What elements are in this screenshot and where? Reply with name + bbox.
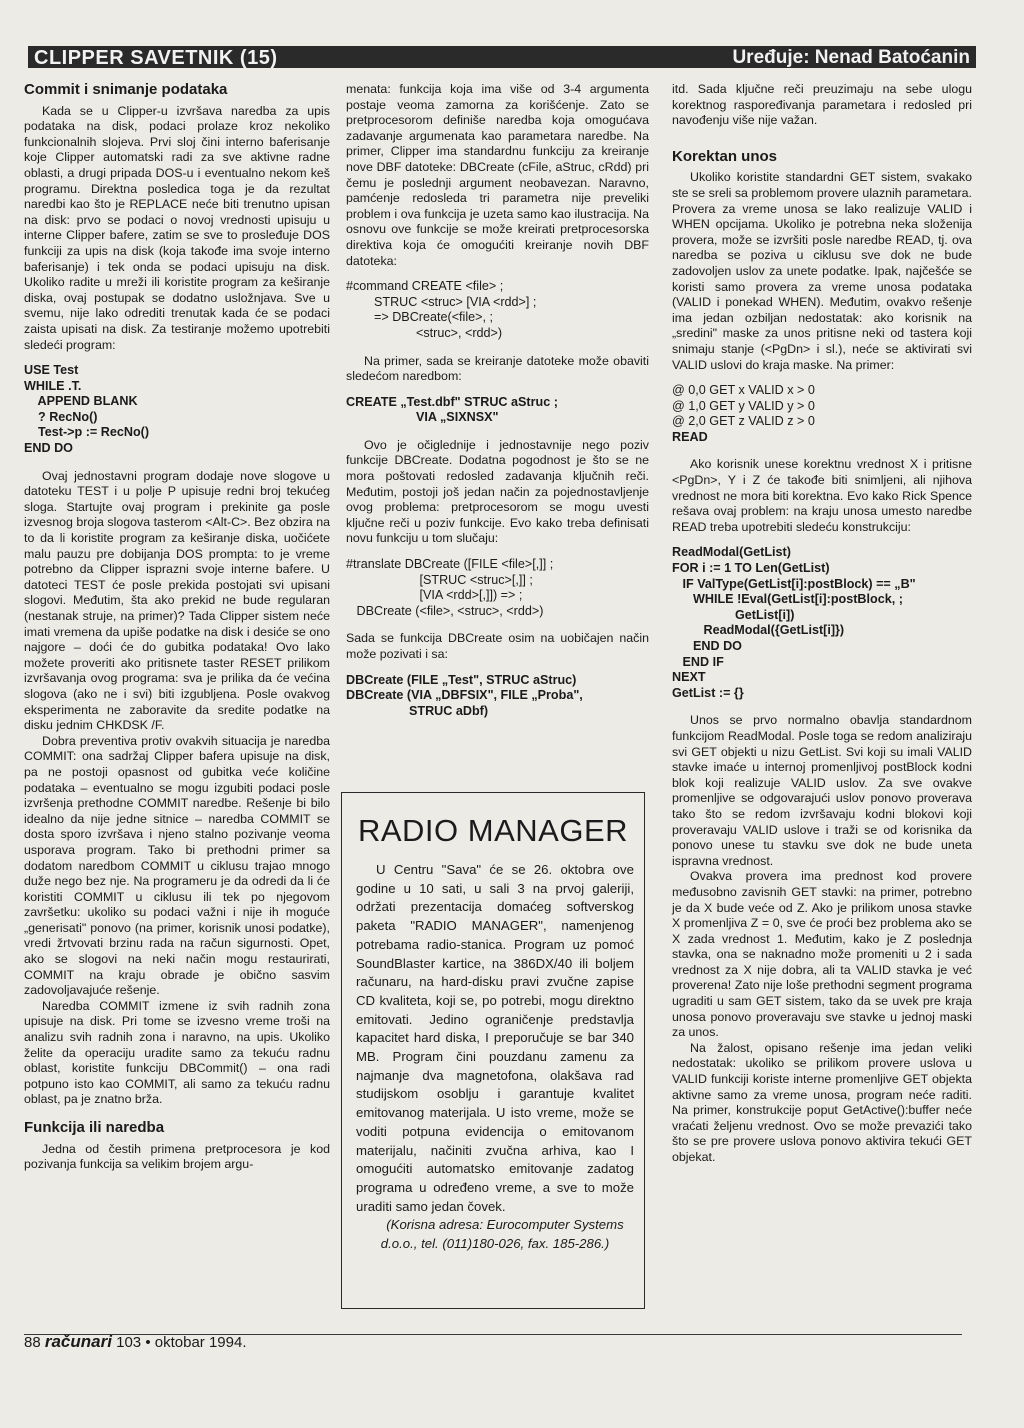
page-number: 88	[24, 1334, 41, 1351]
code-line: @ 1,0 GET y VALID y > 0	[672, 398, 815, 413]
code-line: FOR i := 1 TO Len(GetList)	[672, 561, 830, 576]
code-line: READ	[672, 429, 708, 444]
paragraph: U Centru "Sava" će se 26. oktobra ove godine u 10 sati, u sali 3 na prvoj galeriji, održati prezentacija domaćeg softverskog paketa "RADIO MANAGER", namenjenog potrebama radio-stanica. Program uz pomoć SoundBlaster kartice, na 386DX/40 ili boljem računaru, na hard-disku pravi zvučne zapise CD kvaliteta, koji se, po potrebi, mogu direktno emitovati. Jedino ograničenje predstavlja kapacitet hard diska, I preporučuje se bar 340 MB. Program čini pouzdanu zamenu za najmanje dva magnetofona, olakšava rad studijskom osoblju i garantuje kvalitet emitovanog materijala. U isto vreme, može se voditi potpuna evidencija o emitovanom materijalu, načiniti zvučna arhiva, kao I omogućiti automatsko emitovanje zadatog programa u određeno vreme, a sve to može uraditi samo jedan čovek.	[356, 862, 634, 1214]
code-line: #command CREATE <file> ;	[346, 279, 504, 294]
box-title: RADIO MANAGER	[357, 813, 629, 848]
code-block-dbcreate	[346, 673, 649, 720]
section-heading-funkcija: Funkcija ili naredba	[24, 1119, 165, 1136]
issue-number: 103	[116, 1334, 142, 1351]
paragraph: Ukoliko koristite standardni GET sistem, svakako ste se sreli sa problemom provere ulaznih parametara. Provera za vreme unosa se lako realizuje VALID i WHEN opcijama. Ukoliko je potrebna neka složenija provera, može se izvršiti posle naredbe READ, tj. ova naredba se poziva u ciklusu sve dok ne bude zadovoljen uslov za unete podatke. Ipak, najčešće se koristi samo provera za vreme unosa podataka (VALID i ponekad WHEN). Međutim, ovakvo rešenje ima jedan ozbiljan nedostatak: ako korisnik na „sredini" maske za unos pritisne neki od tastera koji snimaju stanje (<PgDn> i sl.), neće se aktivirati svi VALID uslovi do kraja maske. Na primer:	[672, 170, 972, 372]
code-line: USE Test	[24, 363, 79, 378]
code-line: WHILE .T.	[24, 378, 82, 393]
section-heading-korektan-unos: Korektan unos	[672, 147, 778, 165]
code-block-get	[672, 383, 972, 445]
box-body	[356, 861, 634, 1254]
code-block-translate	[346, 557, 649, 619]
issue-date: oktobar 1994.	[154, 1334, 247, 1351]
code-line: DBCreate (VIA „DBFSIX", FILE „Proba",	[346, 688, 583, 703]
code-line: @ 0,0 GET x VALID x > 0	[672, 383, 815, 398]
code-line: [VIA <rdd>[,]]) => ;	[346, 588, 523, 603]
code-block-command	[346, 279, 649, 341]
contact-address: (Korisna adresa: Eurocomputer Systems d.o.o., tel. (011)180-026, fax. 185-286.)	[380, 1217, 624, 1252]
code-line: CREATE „Test.dbf" STRUC aStruc ;	[346, 394, 558, 409]
code-line: NEXT	[672, 670, 706, 685]
code-line: ? RecNo()	[24, 409, 98, 424]
code-line: ReadModal({GetList[i]})	[672, 623, 845, 638]
column-2	[346, 82, 649, 731]
paragraph: Ovo je očiglednije i jednostavnije nego poziv funkcije DBCreate. Dodatna pogodnost je što se ne mora poštovati redosled zadavanja ključnih reči. Međutim, postoji još jedan način za pojednostavljenje ovog problema: pretprocesorom se mogu uvesti ključne reči u poziv funkcije. Evo kako treba definisati novu funkciju u tom slučaju:	[346, 437, 649, 546]
paragraph: Ako korisnik unese korektnu vrednost X i pritisne <PgDn>, Y i Z će takođe biti snimljeni, ali njihova vrednost ne mora biti korektna. Evo kako Rick Spence rešava ovaj problem: na kraju unosa umesto naredbe READ treba upotrebiti sledeću konstrukciju:	[672, 457, 972, 534]
paragraph: menata: funkcija koja ima više od 3-4 argumenta postaje veoma zamorna za korišćenje. Zato se pretprocesorom definiše naredba koja omogućava zadavanje argumenata kao parametara naredbe. Na primer, Clipper ima standardnu funkciju za kreiranje nove DBF datoteke: DBCreate (cFile, aStruc, cRdd) pri čemu je poslednji argument neobavezan. Naravno, pamćenje redosleda tri parametra nije preveliki problem i ova funkcija je uzeta samo kao ilustracija. Na osnovu ove funkcije se može kreirati pretprocesorska direktiva koja će omogućiti kreiranje novih DBF datoteka:	[346, 82, 649, 268]
section-heading-commit: Commit i snimanje podataka	[24, 81, 228, 98]
paragraph: Unos se prvo normalno obavlja standardnom funkcijom ReadModal. Posle toga se redom analiziraju svi GET objekti u nizu GetList. Svi koji su imali VALID stavke imaće u internoj promenljivoj postBlock kodni blok koji realizuje VALID uslov. Za sve ovakve promenljive se odgovarajući uslov ponovo proverava tako što se redom izvršavaju kodni blokovi koji proveravaju VALID uslove i traži se od korisnika da ponovo unese tu stavku sve dok ne bude uneta ispravna vrednost.	[672, 713, 972, 868]
editor-credit: Uređuje: Nenad Batoćanin	[732, 47, 970, 68]
code-line: GetList := {}	[672, 685, 744, 700]
paragraph: Na primer, sada se kreiranje datoteke može obaviti sledećom naredbom:	[346, 353, 649, 384]
code-line: ReadModal(GetList)	[672, 545, 791, 560]
paragraph: Naredba COMMIT izmene iz svih radnih zona upisuje na disk. Pri tome se izvesno vreme troši na analizu svih radnih zona i naravno, na upis. Ukoliko želite da operaciju uradite samo za tekuću radnu oblast, koristite funkciju DBCommit() – ona radi potpuno isto kao COMMIT, ali samo za tekuću radnu oblast, pa je znatno brža.	[24, 998, 330, 1107]
code-line: END DO	[672, 639, 742, 653]
footer	[24, 1332, 247, 1352]
paragraph: Dobra preventiva protiv ovakvih situacija je naredba COMMIT: ona sadržaj Clipper bafera upisuje na disk, pa ne postoji opasnost od gubitka veće količine podataka – eventualno se mogu izgubiti podaci posle izvršenja prethodne COMMIT naredbe. Rešenje bi bilo idealno da nije jedne sitnice – naredba COMMIT se dosta sporo izvršava i njeno stalno pozivanje veoma usporava program. Tako bi prethodni primer sa dodatom naredbom COMMIT u ciklusu trajao mnogo duže nego bez nje. Na programeru je da odredi da li će koristiti COMMIT u ciklusu ili tek po njegovom završetku: ukoliko su podaci važni i nije ih moguće „generisati" ponovo (na primer, korisnik unosi podatke), vredi žrtvovati brzinu rada na račun sigurnosti. Opet, ako se slogovi na neki način mogu restaurirati, COMMIT na kraju obrade je obično sasvim zadovoljavajuće rešenje.	[24, 733, 330, 998]
code-line: => DBCreate(<file>, ;	[346, 310, 493, 325]
magazine-brand: računari	[44, 1332, 112, 1351]
code-block-create	[346, 395, 649, 426]
code-line: GetList[i])	[672, 607, 795, 622]
code-line: @ 2,0 GET z VALID z > 0	[672, 414, 815, 429]
code-line: IF ValType(GetList[i]:postBlock) == „B"	[672, 576, 916, 591]
series-title: CLIPPER SAVETNIK (15)	[34, 47, 278, 69]
paragraph: Jedna od čestih primena pretprocesora je kod pozivanja funkcija sa velikim brojem argu-	[24, 1141, 330, 1172]
paragraph: Sada se funkcija DBCreate osim na uobičajen način može pozivati i sa:	[346, 631, 649, 661]
column-3	[672, 82, 972, 1166]
code-line: Test->p := RecNo()	[24, 425, 150, 440]
code-line: END DO	[24, 441, 73, 456]
code-line: END IF	[672, 654, 724, 669]
code-block-readmodal	[672, 545, 972, 701]
radio-manager-box	[341, 792, 645, 1309]
column-1	[24, 82, 330, 1173]
paragraph: Ovakva provera ima prednost kod provere međusobno zavisnih GET stavki: na primer, potrebno je da X bude veće od Z. Ako je prilikom unosa stavke X promenljiva Z = 0, sve će proći bez problema ako se X zada vrednost 1. Međutim, kako je Z poslednja stavka, ona se naknadno može promeniti u 2 i sada vrednost za X nije dobra, ali ta VALID stavka je već proverena! Zato nije loše prethodni segment programa ugraditi u sam GET sistem, tako da se uvek pre kraja unosa ponovo proveravaju sve stavke u jednoj maski za unos.	[672, 869, 972, 1040]
code-line: DBCreate (FILE „Test", STRUC aStruc)	[346, 672, 577, 687]
code-line: APPEND BLANK	[24, 394, 138, 409]
code-line: [STRUC <struc>[,]] ;	[346, 572, 533, 587]
paragraph: Kada se u Clipper-u izvršava naredba za upis podataka na disk, podaci prolaze kroz nekoliko funkcionalnih slojeva. Prvi sloj čini interno baferisanje koje Clipper automatski radi za sve aktivne radne oblasti, a drugi pripada DOS-u i eventualno nekom keš programu. Direktna posledica toga je da rezultat naredbi kao što je REPLACE neće biti trenutno upisan na disk: prvo se podaci o novoj vrednosti upisuju u interne Clipper bafere, zatim se sve to prosleđuje DOS funkciji za upis na disk (koja takođe ima svoje interno baferisanje) i tek onda se podaci upisuju na disk. Ukoliko radite u mreži ili koristite program za keširanje diska, ovaj postupak se dodatno usložnjava. Sve u svemu, nije lako odrediti trenutak kada će se podaci zaista upisati na disk. Za testiranje možemo upotrebiti sledeći program:	[24, 103, 330, 352]
code-line: VIA „SIXNSX"	[346, 410, 499, 425]
code-block-test	[24, 363, 330, 457]
code-line: DBCreate (<file>, <struc>, <rdd>)	[346, 603, 544, 618]
code-line: STRUC <struc> [VIA <rdd>] ;	[346, 294, 537, 309]
code-line: WHILE !Eval(GetList[i]:postBlock, ;	[672, 592, 903, 607]
paragraph: Na žalost, opisano rešenje ima jedan veliki nedostatak: ukoliko se prilikom provere uslova u VALID funkciji koriste interne promenljive GET objekta aktivne samo za vreme unosa, program neće raditi. Na primer, konstrukcije poput GetActive():buffer neće vraćati željenu vrednost. Ovo se može prevazići tako što se pre provere uslova ponovo aktivira tekući GET objekat.	[672, 1040, 972, 1164]
code-line: STRUC aDbf)	[346, 703, 489, 718]
bullet: •	[145, 1334, 151, 1351]
code-line: #translate DBCreate ([FILE <file>[,]] ;	[346, 557, 554, 572]
paragraph: Ovaj jednostavni program dodaje nove slogove u datoteku TEST i u polje P upisuje redni broj tekućeg sloga. Startujte ovaj program i prekinite ga posle izvesnog broja slogova tasterom <Alt-C>. Bez obzira na to da li koristite program za keširanje diska, uočićete malu pauzu pre dobijanja DOS prompta: to je vreme potrebno da Clipper isprazni svoje interne bafere. U datoteci TEST će posle prekida postojati svi upisani slogovi. Međutim, šta ako prekid ne bude regularan (nestanak struje, na primer)? Tada Clipper sistem neće imati vremena da upiše podatke na disk i desiće se ono najgore – doći će do gubitka podataka! Ovo lako možete proveriti ako pritisnete taster RESET prilikom izvršavanja ovog programa: sva je prilika da će većina slogova (ako ne i svi) biti izgubljena. Posle ovakvog eksperimenta ne zaboravite da sredite podatke na disku jednim CHKDSK /F.	[24, 468, 330, 733]
paragraph: itd. Sada ključne reči preuzimaju na sebe ulogu korektnog raspoređivanja parametara i redosled pri navođenju više nije važan.	[672, 82, 972, 128]
code-line: <struc>, <rdd>)	[346, 325, 503, 340]
